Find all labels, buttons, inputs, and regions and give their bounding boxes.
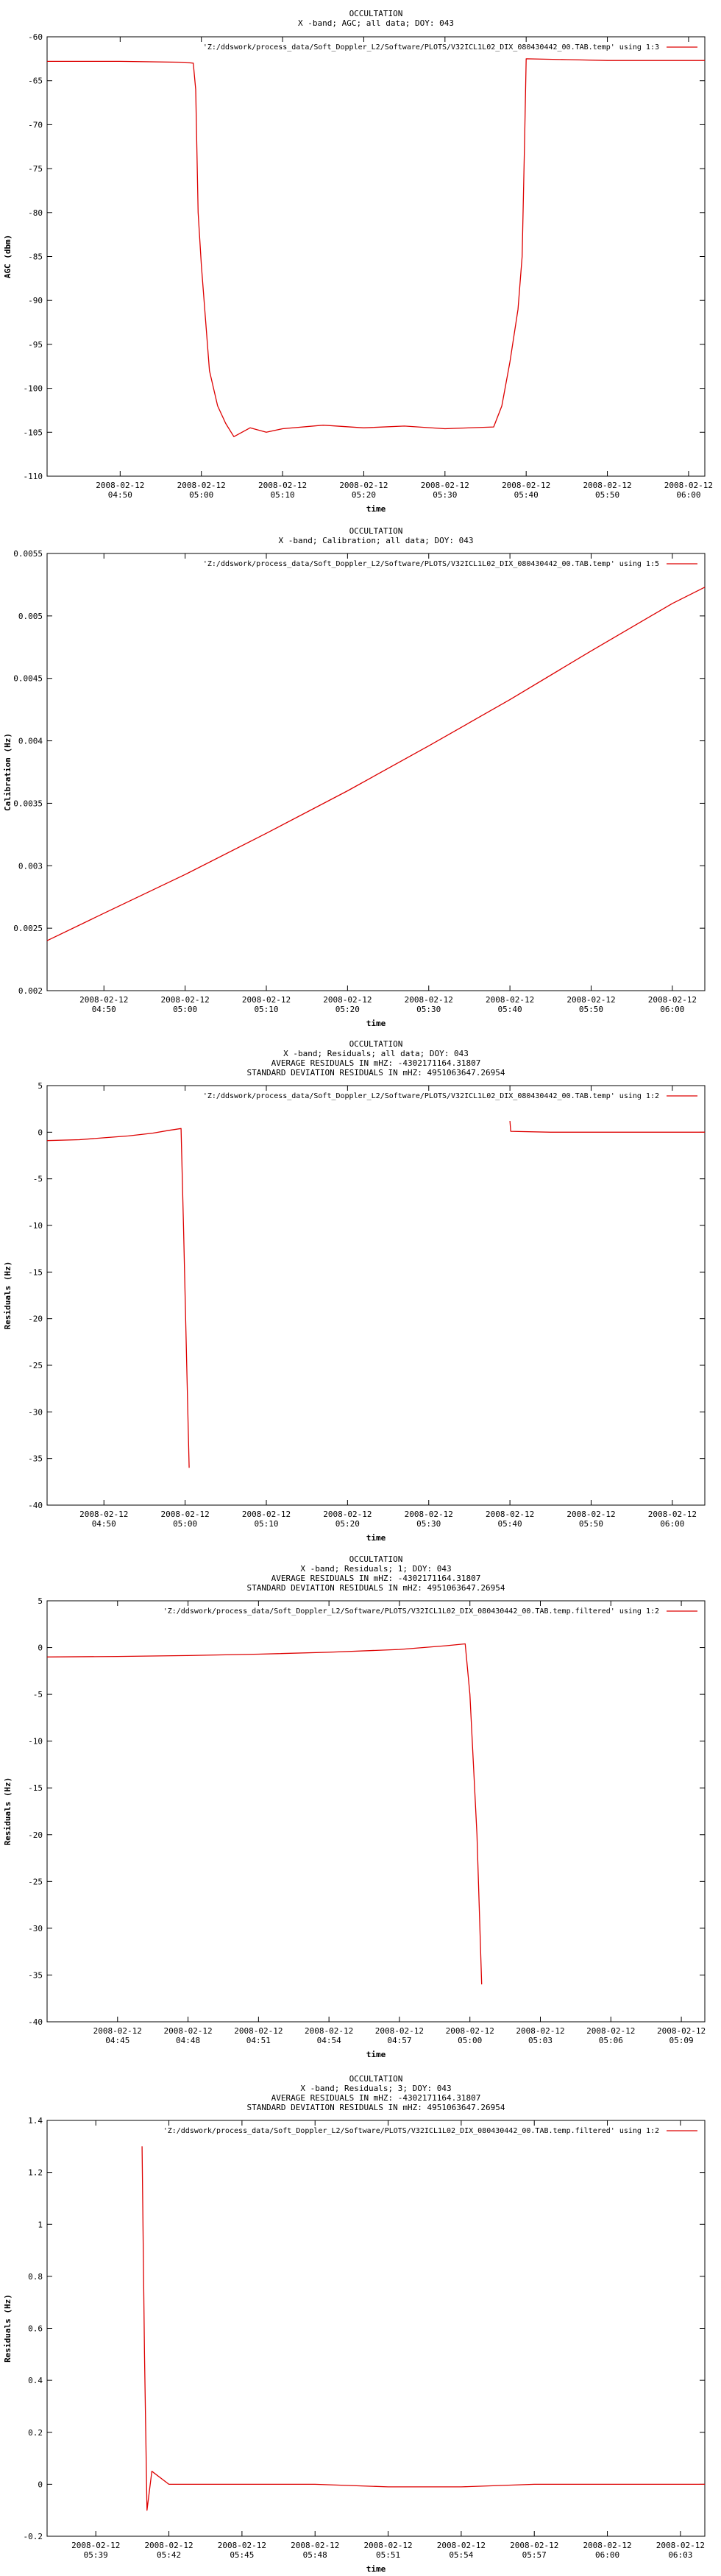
chart3-xtick-label-time: 05:50 <box>578 1519 604 1529</box>
chart4-ytick-label: -25 <box>28 1877 43 1887</box>
chart2-ytick-label: 0.005 <box>18 611 43 621</box>
chart5-y-axis-label: Residuals (Hz) <box>3 2294 13 2363</box>
chart5-ytick-label: -0.2 <box>23 2532 43 2541</box>
chart5-x-axis-label: time <box>366 2564 386 2574</box>
chart5-ytick-label: 0.6 <box>28 2324 43 2334</box>
chart4-xtick-label-date: 2008-02-12 <box>586 2026 636 2036</box>
chart5-title-line-1: OCCULTATION <box>349 2074 403 2084</box>
chart5-xtick-label-date: 2008-02-12 <box>583 2541 632 2550</box>
chart2-title-line-2: X -band; Calibration; all data; DOY: 043 <box>278 536 474 545</box>
chart1-xtick-label-date: 2008-02-12 <box>420 481 469 490</box>
chart4-xtick-label-time: 04:57 <box>387 2036 412 2045</box>
chart3-xtick-label-time: 05:10 <box>254 1519 279 1529</box>
chart5-title-line-4: STANDARD DEVIATION RESIDUALS IN mHZ: 4951063647.26954 <box>246 2103 505 2112</box>
chart1-ytick-label: -105 <box>23 428 43 438</box>
chart1-xtick-label-date: 2008-02-12 <box>339 481 388 490</box>
chart2-xtick-label-time: 05:10 <box>254 1005 279 1014</box>
chart1-ytick-label: -75 <box>28 164 43 174</box>
chart3-title-line-4: STANDARD DEVIATION RESIDUALS IN mHZ: 4951063647.26954 <box>246 1068 505 1078</box>
chart1-ytick-label: -85 <box>28 252 43 262</box>
chart2-xtick-label-date: 2008-02-12 <box>241 995 291 1005</box>
chart2-ytick-label: 0.0035 <box>13 799 43 809</box>
chart5-xtick-label-date: 2008-02-12 <box>363 2541 413 2550</box>
chart1-ytick-label: -95 <box>28 339 43 350</box>
chart3-series-line-1-1 <box>47 1128 189 1468</box>
chart1-xtick-label-date: 2008-02-12 <box>502 481 551 490</box>
chart3-ytick-label: -15 <box>28 1267 43 1278</box>
chart1-ytick-label: -60 <box>28 32 43 42</box>
chart1-xtick-label-time: 05:00 <box>189 490 214 500</box>
chart2-xtick-label-time: 05:00 <box>173 1005 198 1014</box>
chart4-xtick-label-time: 05:00 <box>458 2036 483 2045</box>
chart2-xtick-label-date: 2008-02-12 <box>160 995 210 1005</box>
chart3-plot-frame <box>47 1086 705 1505</box>
chart4-ytick-label: -35 <box>28 1970 43 1981</box>
chart3-xtick-label-time: 05:00 <box>173 1519 198 1529</box>
chart5-ytick-label: 0.4 <box>28 2376 43 2386</box>
chart4-plot-frame <box>47 1601 705 2022</box>
chart4-x-axis-label: time <box>366 2050 386 2059</box>
chart3-ytick-label: -30 <box>28 1407 43 1418</box>
chart2-xtick-label-date: 2008-02-12 <box>79 995 129 1005</box>
chart3-xtick-label-date: 2008-02-12 <box>323 1510 372 1519</box>
chart5-xtick-label-date: 2008-02-12 <box>217 2541 267 2550</box>
chart2-ytick-label: 0.0045 <box>13 673 43 684</box>
chart2-xtick-label-time: 05:30 <box>416 1005 441 1014</box>
chart5-plot-frame <box>47 2120 705 2536</box>
chart5-title-line-3: AVERAGE RESIDUALS IN mHZ: -4302171164.31807 <box>271 2093 481 2103</box>
chart2-ytick-label: 0.004 <box>18 736 43 746</box>
chart3-xtick-label-date: 2008-02-12 <box>160 1510 210 1519</box>
chart5-ytick-label: 0.2 <box>28 2427 43 2438</box>
chart3-x-axis-label: time <box>366 1533 386 1543</box>
chart3-ytick-label: 0 <box>38 1128 43 1138</box>
chart1-y-axis-label: AGC (dbm) <box>3 234 13 279</box>
chart3-ytick-label: -40 <box>28 1501 43 1510</box>
chart4-ytick-label: -30 <box>28 1923 43 1933</box>
chart4-series-line-1-1 <box>47 1644 482 1985</box>
chart3-legend-text: 'Z:/ddswork/process_data/Soft_Doppler_L2/Software/PLOTS/V32ICL1L02_DIX_080430442_00.TAB.temp' using 1:2 <box>202 1092 659 1100</box>
chart4-ytick-label: -5 <box>32 1690 43 1700</box>
chart3-y-axis-label: Residuals (Hz) <box>3 1261 13 1330</box>
chart3-title-line-2: X -band; Residuals; all data; DOY: 043 <box>283 1049 469 1058</box>
chart4-xtick-label-date: 2008-02-12 <box>234 2026 283 2036</box>
chart1-xtick-label-date: 2008-02-12 <box>177 481 226 490</box>
chart3-xtick-label-date: 2008-02-12 <box>404 1510 453 1519</box>
chart2-ytick-label: 0.0055 <box>13 549 43 559</box>
chart2-xtick-label-date: 2008-02-12 <box>566 995 616 1005</box>
chart5-xtick-label-date: 2008-02-12 <box>436 2541 486 2550</box>
chart4-title-line-4: STANDARD DEVIATION RESIDUALS IN mHZ: 4951063647.26954 <box>246 1583 505 1593</box>
chart5-title-line-2: X -band; Residuals; 3; DOY: 043 <box>300 2084 452 2093</box>
chart5-xtick-label-time: 05:54 <box>449 2550 474 2560</box>
chart5-xtick-label-date: 2008-02-12 <box>510 2541 559 2550</box>
chart4-xtick-label-date: 2008-02-12 <box>516 2026 565 2036</box>
chart1-title-line-2: X -band; AGC; all data; DOY: 043 <box>298 18 454 28</box>
chart3-xtick-label-date: 2008-02-12 <box>241 1510 291 1519</box>
chart3-ytick-label: -20 <box>28 1314 43 1324</box>
chart1-xtick-label-date: 2008-02-12 <box>583 481 632 490</box>
chart5-xtick-label-time: 05:42 <box>156 2550 182 2560</box>
chart1-xtick-label-date: 2008-02-12 <box>96 481 145 490</box>
chart4-xtick-label-time: 05:09 <box>669 2036 694 2045</box>
chart2-xtick-label-date: 2008-02-12 <box>485 995 535 1005</box>
chart2-series-line-1-1 <box>47 587 705 941</box>
chart2-x-axis-label: time <box>366 1019 386 1028</box>
chart5-xtick-label-date: 2008-02-12 <box>71 2541 121 2550</box>
chart4-xtick-label-time: 04:54 <box>316 2036 341 2045</box>
chart2-y-axis-label: Calibration (Hz) <box>3 733 13 811</box>
chart3-ytick-label: -35 <box>28 1454 43 1464</box>
chart4-xtick-label-time: 04:51 <box>246 2036 271 2045</box>
chart3-xtick-label-date: 2008-02-12 <box>647 1510 697 1519</box>
chart3-series-line-1-2 <box>510 1121 705 1132</box>
chart4-xtick-label-date: 2008-02-12 <box>93 2026 142 2036</box>
chart4-xtick-label-date: 2008-02-12 <box>445 2026 494 2036</box>
chart4-xtick-label-date: 2008-02-12 <box>374 2026 425 2036</box>
chart3-ytick-label: 5 <box>38 1081 43 1091</box>
chart4-ytick-label: 5 <box>38 1596 43 1606</box>
chart4-ytick-label: 0 <box>38 1643 43 1653</box>
chart1-x-axis-label: time <box>366 504 386 514</box>
chart1-xtick-label-time: 06:00 <box>676 490 701 500</box>
chart2-xtick-label-time: 05:20 <box>335 1005 360 1014</box>
chart2-title-line-1: OCCULTATION <box>349 526 403 536</box>
chart5-xtick-label-time: 06:03 <box>668 2550 693 2560</box>
chart3-xtick-label-date: 2008-02-12 <box>566 1510 616 1519</box>
chart5-xtick-label-time: 05:45 <box>230 2550 255 2560</box>
chart4-title-line-3: AVERAGE RESIDUALS IN mHZ: -4302171164.31807 <box>271 1574 481 1583</box>
chart4-xtick-label-date: 2008-02-12 <box>305 2026 354 2036</box>
chart1-legend-text: 'Z:/ddswork/process_data/Soft_Doppler_L2/Software/PLOTS/V32ICL1L02_DIX_080430442_00.TAB.temp' using 1:3 <box>202 43 659 52</box>
chart5-xtick-label-time: 06:00 <box>594 2550 620 2560</box>
chart5-xtick-label-time: 05:57 <box>522 2550 547 2560</box>
chart3-ytick-label: -10 <box>28 1221 43 1231</box>
chart4-xtick-label-time: 04:45 <box>105 2036 130 2045</box>
chart1-ytick-label: -90 <box>28 296 43 306</box>
chart5-ytick-label: 0.8 <box>28 2271 43 2282</box>
chart5-xtick-label-date: 2008-02-12 <box>656 2541 706 2550</box>
chart3-xtick-label-date: 2008-02-12 <box>485 1510 535 1519</box>
chart1-ytick-label: -65 <box>28 76 43 86</box>
chart1-xtick-label-time: 05:50 <box>594 490 620 500</box>
chart2-ytick-label: 0.003 <box>18 861 43 871</box>
chart4-xtick-label-time: 05:06 <box>598 2036 623 2045</box>
chart5-ytick-label: 1.4 <box>28 2116 43 2126</box>
chart4-legend-text: 'Z:/ddswork/process_data/Soft_Doppler_L2/Software/PLOTS/V32ICL1L02_DIX_080430442_00.TAB.temp.filtered' using 1:2 <box>163 1607 659 1616</box>
chart1-xtick-label-time: 05:10 <box>270 490 295 500</box>
chart4-title-line-2: X -band; Residuals; 1; DOY: 043 <box>300 1564 452 1574</box>
chart2-plot-frame <box>47 553 705 991</box>
chart5-xtick-label-time: 05:51 <box>375 2550 401 2560</box>
chart1-series-line-1-1 <box>47 59 705 436</box>
chart3-title-line-3: AVERAGE RESIDUALS IN mHZ: -4302171164.31807 <box>271 1058 481 1068</box>
chart5-ytick-label: 1.2 <box>28 2168 43 2178</box>
chart4-xtick-label-time: 04:48 <box>176 2036 201 2045</box>
chart5-ytick-label: 0 <box>38 2480 43 2490</box>
chart4-xtick-label-date: 2008-02-12 <box>656 2026 706 2036</box>
chart5-xtick-label-time: 05:48 <box>302 2550 327 2560</box>
chart4-ytick-label: -15 <box>28 1783 43 1794</box>
chart4-ytick-label: -20 <box>28 1830 43 1840</box>
chart3-xtick-label-time: 05:20 <box>335 1519 360 1529</box>
chart3-xtick-label-time: 04:50 <box>91 1519 116 1529</box>
chart5-series-line-1-1 <box>142 2146 705 2510</box>
chart4-ytick-label: -10 <box>28 1736 43 1747</box>
chart2-xtick-label-time: 06:00 <box>660 1005 685 1014</box>
chart1-title-line-1: OCCULTATION <box>349 9 403 18</box>
chart4-xtick-label-date: 2008-02-12 <box>163 2026 213 2036</box>
chart1-ytick-label: -110 <box>23 472 43 481</box>
chart1-xtick-label-time: 05:30 <box>433 490 458 500</box>
chart3-xtick-label-time: 06:00 <box>660 1519 685 1529</box>
chart1-xtick-label-date: 2008-02-12 <box>258 481 308 490</box>
chart4-y-axis-label: Residuals (Hz) <box>3 1777 13 1846</box>
chart3-xtick-label-time: 05:40 <box>497 1519 522 1529</box>
chart2-legend-text: 'Z:/ddswork/process_data/Soft_Doppler_L2/Software/PLOTS/V32ICL1L02_DIX_080430442_00.TAB.temp' using 1:5 <box>202 560 659 568</box>
chart1-xtick-label-date: 2008-02-12 <box>664 481 714 490</box>
chart1-plot-frame <box>47 37 705 476</box>
chart1-xtick-label-time: 04:50 <box>107 490 132 500</box>
chart3-ytick-label: -5 <box>32 1174 43 1184</box>
chart3-xtick-label-time: 05:30 <box>416 1519 441 1529</box>
chart2-xtick-label-date: 2008-02-12 <box>647 995 697 1005</box>
chart3-title-line-1: OCCULTATION <box>349 1039 403 1049</box>
chart2-xtick-label-time: 05:40 <box>497 1005 522 1014</box>
chart5-legend-text: 'Z:/ddswork/process_data/Soft_Doppler_L2/Software/PLOTS/V32ICL1L02_DIX_080430442_00.TAB.temp.filtered' using 1:2 <box>163 2127 659 2135</box>
chart2-ytick-label: 0.0025 <box>13 924 43 934</box>
chart4-title-line-1: OCCULTATION <box>349 1554 403 1564</box>
chart1-ytick-label: -80 <box>28 208 43 218</box>
chart5-xtick-label-date: 2008-02-12 <box>291 2541 340 2550</box>
chart2-xtick-label-date: 2008-02-12 <box>404 995 453 1005</box>
chart1-ytick-label: -70 <box>28 120 43 130</box>
chart5-xtick-label-time: 05:39 <box>83 2550 108 2560</box>
chart3-xtick-label-date: 2008-02-12 <box>79 1510 129 1519</box>
chart2-xtick-label-time: 04:50 <box>91 1005 116 1014</box>
chart2-xtick-label-date: 2008-02-12 <box>323 995 372 1005</box>
chart1-ytick-label: -100 <box>23 383 43 394</box>
chart2-xtick-label-time: 05:50 <box>578 1005 604 1014</box>
chart2-ytick-label: 0.002 <box>18 986 43 996</box>
chart1-xtick-label-time: 05:20 <box>351 490 377 500</box>
chart5-xtick-label-date: 2008-02-12 <box>144 2541 193 2550</box>
chart4-ytick-label: -40 <box>28 2017 43 2027</box>
chart5-ytick-label: 1 <box>38 2220 43 2230</box>
chart1-xtick-label-time: 05:40 <box>514 490 539 500</box>
chart3-ytick-label: -25 <box>28 1361 43 1370</box>
chart4-xtick-label-time: 05:03 <box>528 2036 553 2045</box>
